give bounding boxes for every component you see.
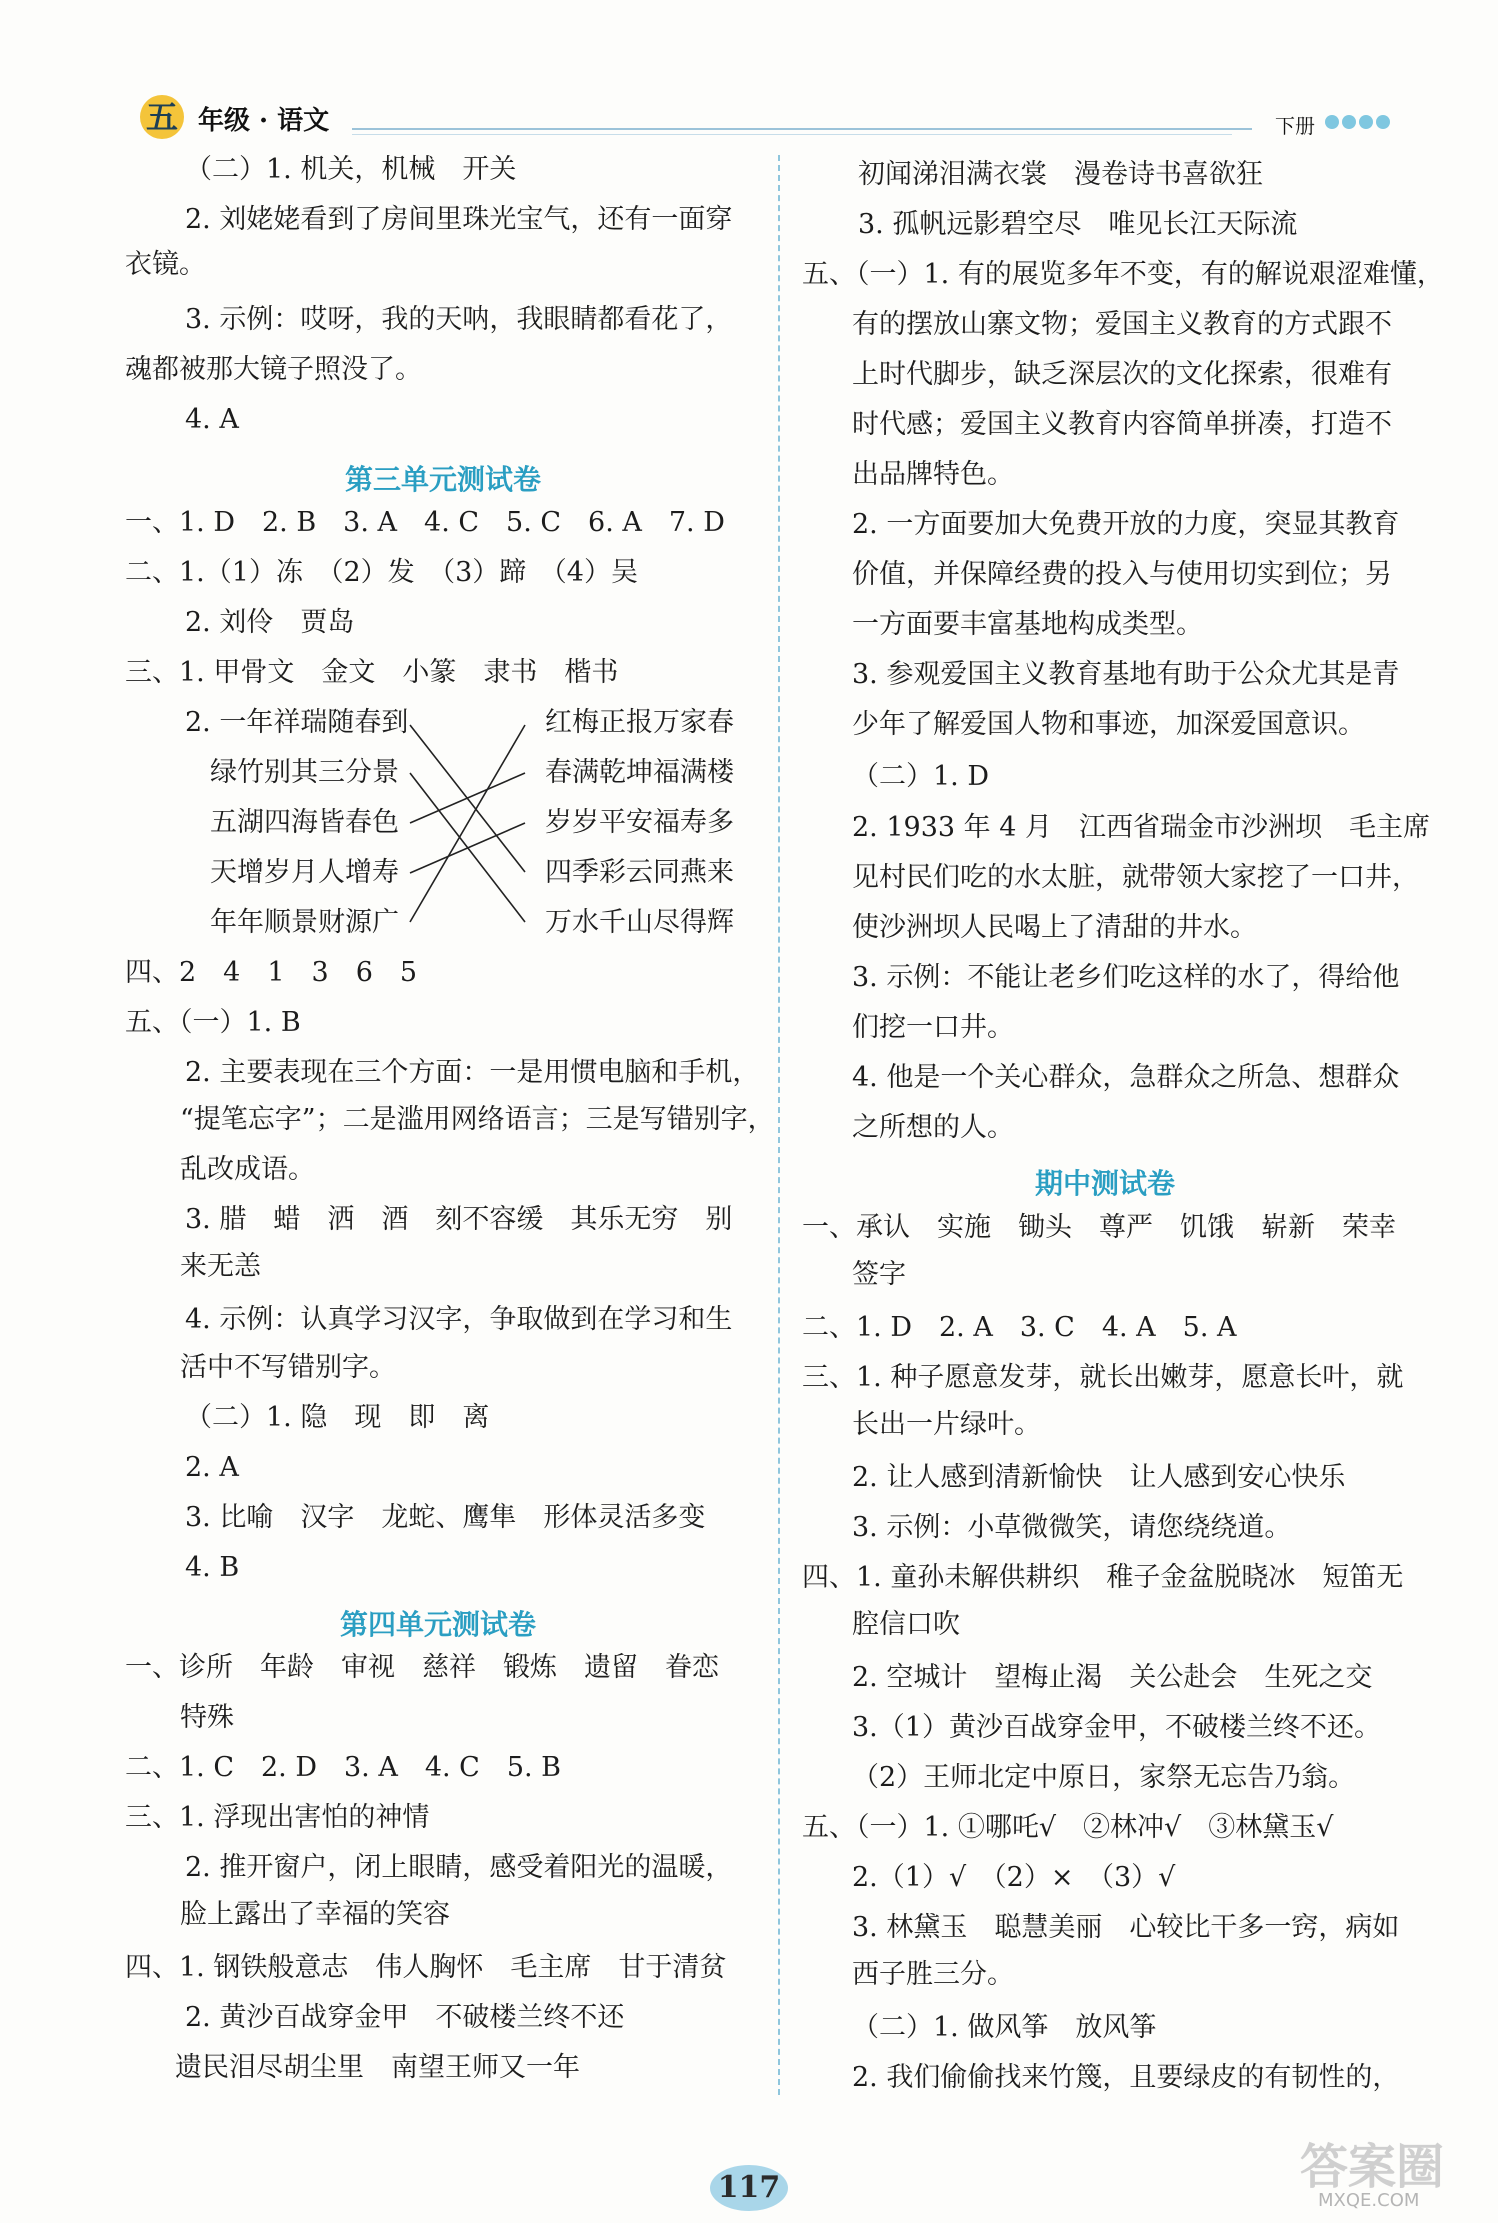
page-number: 117	[710, 2165, 788, 2211]
answer-line: 2. 空城计 望梅止渴 关公赴会 生死之交	[852, 1662, 1373, 1693]
answer-line: 一、承认 实施 锄头 尊严 饥饿 崭新 荣幸	[802, 1212, 1396, 1243]
answer-line: 4. A	[185, 404, 239, 435]
answer-line: 签字	[852, 1259, 906, 1290]
match-left-item: 年年顺景财源广	[210, 907, 399, 938]
answer-line: 3. 孤帆远影碧空尽 唯见长江天际流	[858, 209, 1298, 240]
section-title-unit4: 第四单元测试卷	[340, 1608, 537, 1641]
answer-line: “提笔忘字”；二是滥用网络语言；三是写错别字，	[180, 1104, 775, 1135]
answer-line: 2. 主要表现在三个方面：一是用惯电脑和手机，	[185, 1057, 760, 1088]
answer-line: 4. 示例：认真学习汉字，争取做到在学习和生	[185, 1304, 733, 1335]
volume-label: 下册	[1275, 114, 1315, 138]
header-rule-thin	[352, 134, 1232, 135]
answer-line: 2. 刘伶 贾岛	[185, 607, 355, 638]
answer-line: 2. 一方面要加大免费开放的力度，突显其教育	[852, 509, 1400, 540]
answer-line: 3. 示例：小草微微笑，请您绕绕道。	[852, 1512, 1292, 1543]
answer-line: 一、诊所 年龄 审视 慈祥 锻炼 遗留 眷恋	[125, 1652, 719, 1683]
answer-line: 3. 示例：哎呀，我的天呐，我眼睛都看花了，	[185, 304, 733, 335]
match-right-item: 岁岁平安福寿多	[545, 807, 734, 838]
match-left-item: 天增岁月人增寿	[210, 857, 399, 888]
watermark-url: MXQE.COM	[1318, 2190, 1420, 2211]
answer-line: 2. 黄沙百战穿金甲 不破楼兰终不还	[185, 2002, 625, 2033]
answer-line: 2. 刘姥姥看到了房间里珠光宝气，还有一面穿	[185, 204, 733, 235]
answer-line: 腔信口吹	[852, 1609, 960, 1640]
header-rule	[352, 128, 1252, 130]
answer-line: 一、1. D 2. B 3. A 4. C 5. C 6. A 7. D	[125, 507, 725, 538]
answer-line: 使沙洲坝人民喝上了清甜的井水。	[852, 912, 1257, 943]
answer-line: 衣镜。	[125, 249, 206, 280]
answer-line: 西子胜三分。	[852, 1959, 1014, 1990]
match-left-item: 绿竹别其三分景	[210, 757, 399, 788]
answer-line: 二、1. D 2. A 3. C 4. A 5. A	[802, 1312, 1237, 1343]
answer-line: 三、1. 种子愿意发芽，就长出嫩芽，愿意长叶，就	[802, 1362, 1404, 1393]
answer-line: （二）1. D	[852, 761, 989, 792]
answer-line: 价值，并保障经费的投入与使用切实到位；另	[852, 559, 1392, 590]
page-header	[0, 0, 1498, 150]
answer-line: 2. 1933 年 4 月 江西省瑞金市沙洲坝 毛主席	[852, 812, 1430, 843]
match-line	[410, 823, 525, 873]
answer-line: 3. 林黛玉 聪慧美丽 心较比干多一窍，病如	[852, 1912, 1400, 1943]
answer-line: 3. 示例：不能让老乡们吃这样的水了，得给他	[852, 962, 1400, 993]
match-right-item: 万水千山尽得辉	[545, 907, 734, 938]
answer-line: 有的摆放山寨文物；爱国主义教育的方式跟不	[852, 309, 1392, 340]
answer-line: 3. 腊 蜡 洒 酒 刻不容缓 其乐无穷 别	[185, 1204, 733, 1235]
match-right-item: 红梅正报万家春	[545, 707, 734, 738]
answer-line: 2. 让人感到清新愉快 让人感到安心快乐	[852, 1462, 1346, 1493]
answer-line: 四、2 4 1 3 6 5	[125, 957, 418, 988]
section-title-unit3: 第三单元测试卷	[345, 463, 542, 496]
answer-line: 三、1. 甲骨文 金文 小篆 隶书 楷书	[125, 657, 619, 688]
grade-badge: 五	[140, 95, 184, 139]
answer-line: 遗民泪尽胡尘里 南望王师又一年	[175, 2052, 580, 2083]
answer-line: 四、1. 钢铁般意志 伟人胸怀 毛主席 甘于清贫	[125, 1952, 727, 1983]
answer-line: 长出一片绿叶。	[852, 1409, 1041, 1440]
answer-line: 五、（一）1. 有的展览多年不变，有的解说艰涩难懂，	[802, 259, 1444, 290]
answer-line: 时代感；爱国主义教育内容简单拼凑，打造不	[852, 409, 1392, 440]
column-divider	[778, 155, 780, 2095]
answer-line: 出品牌特色。	[852, 459, 1014, 490]
grade-subject-label: 年级 · 语文	[198, 106, 330, 136]
answer-line: （二）1. 做风筝 放风筝	[852, 2012, 1157, 2043]
answer-line: 4. B	[185, 1552, 240, 1583]
match-line	[410, 725, 525, 922]
decorative-dots-icon	[1325, 114, 1393, 133]
answer-line: 来无恙	[180, 1251, 261, 1282]
answer-line: 2. A	[185, 1452, 239, 1483]
answer-line: 3.（1）黄沙百战穿金甲，不破楼兰终不还。	[852, 1712, 1381, 1743]
answer-line: 五、（一）1. ①哪吒√ ②林冲√ ③林黛玉√	[802, 1812, 1334, 1843]
answer-line: 三、1. 浮现出害怕的神情	[125, 1802, 430, 1833]
answer-line: 二、1. C 2. D 3. A 4. C 5. B	[125, 1752, 562, 1783]
matching-lines	[380, 700, 550, 940]
match-right-item: 春满乾坤福满楼	[545, 757, 734, 788]
answer-line: 2. 我们偷偷找来竹篾，且要绿皮的有韧性的，	[852, 2062, 1400, 2093]
answer-line: 脸上露出了幸福的笑容	[180, 1899, 450, 1930]
answer-line: 见村民们吃的水太脏，就带领大家挖了一口井，	[852, 862, 1419, 893]
answer-line: （二）1. 机关，机械 开关	[185, 154, 517, 185]
watermark-logo: 答案圈	[1300, 2139, 1445, 2195]
section-title-midterm: 期中测试卷	[1035, 1167, 1176, 1200]
answer-line: 乱改成语。	[180, 1154, 315, 1185]
answer-line: 二、1.（1）冻 （2）发 （3）蹄 （4）吴	[125, 557, 638, 588]
answer-line: 3. 比喻 汉字 龙蛇、鹰隼 形体灵活多变	[185, 1502, 706, 1533]
answer-line: 活中不写错别字。	[180, 1352, 396, 1383]
answer-line: 少年了解爱国人物和事迹，加深爱国意识。	[852, 709, 1365, 740]
answer-line: 4. 他是一个关心群众，急群众之所急、想群众	[852, 1062, 1400, 1093]
match-line	[410, 773, 525, 823]
answer-line: 2.（1）√ （2）× （3）√	[852, 1862, 1176, 1893]
answer-line: 四、1. 童孙未解供耕织 稚子金盆脱晓冰 短笛无	[802, 1562, 1404, 1593]
answer-line: 魂都被那大镜子照没了。	[125, 354, 422, 385]
answer-line: （二）1. 隐 现 即 离	[185, 1402, 490, 1433]
answer-line: 之所想的人。	[852, 1112, 1014, 1143]
match-left-item: 五湖四海皆春色	[210, 807, 399, 838]
answer-line: 们挖一口井。	[852, 1012, 1014, 1043]
answer-line: 五、（一）1. B	[125, 1007, 301, 1038]
answer-line: 3. 参观爱国主义教育基地有助于公众尤其是青	[852, 659, 1400, 690]
match-right-item: 四季彩云同燕来	[545, 857, 734, 888]
answer-line: （2）王师北定中原日，家祭无忘告乃翁。	[852, 1762, 1356, 1793]
answer-line: 初闻涕泪满衣裳 漫卷诗书喜欲狂	[858, 159, 1263, 190]
answer-line: 上时代脚步，缺乏深层次的文化探索，很难有	[852, 359, 1392, 390]
match-left-item: 2. 一年祥瑞随春到	[185, 707, 409, 738]
answer-line: 一方面要丰富基地构成类型。	[852, 609, 1203, 640]
answer-line: 2. 推开窗户，闭上眼睛，感受着阳光的温暖，	[185, 1852, 733, 1883]
answer-line: 特殊	[180, 1702, 234, 1733]
